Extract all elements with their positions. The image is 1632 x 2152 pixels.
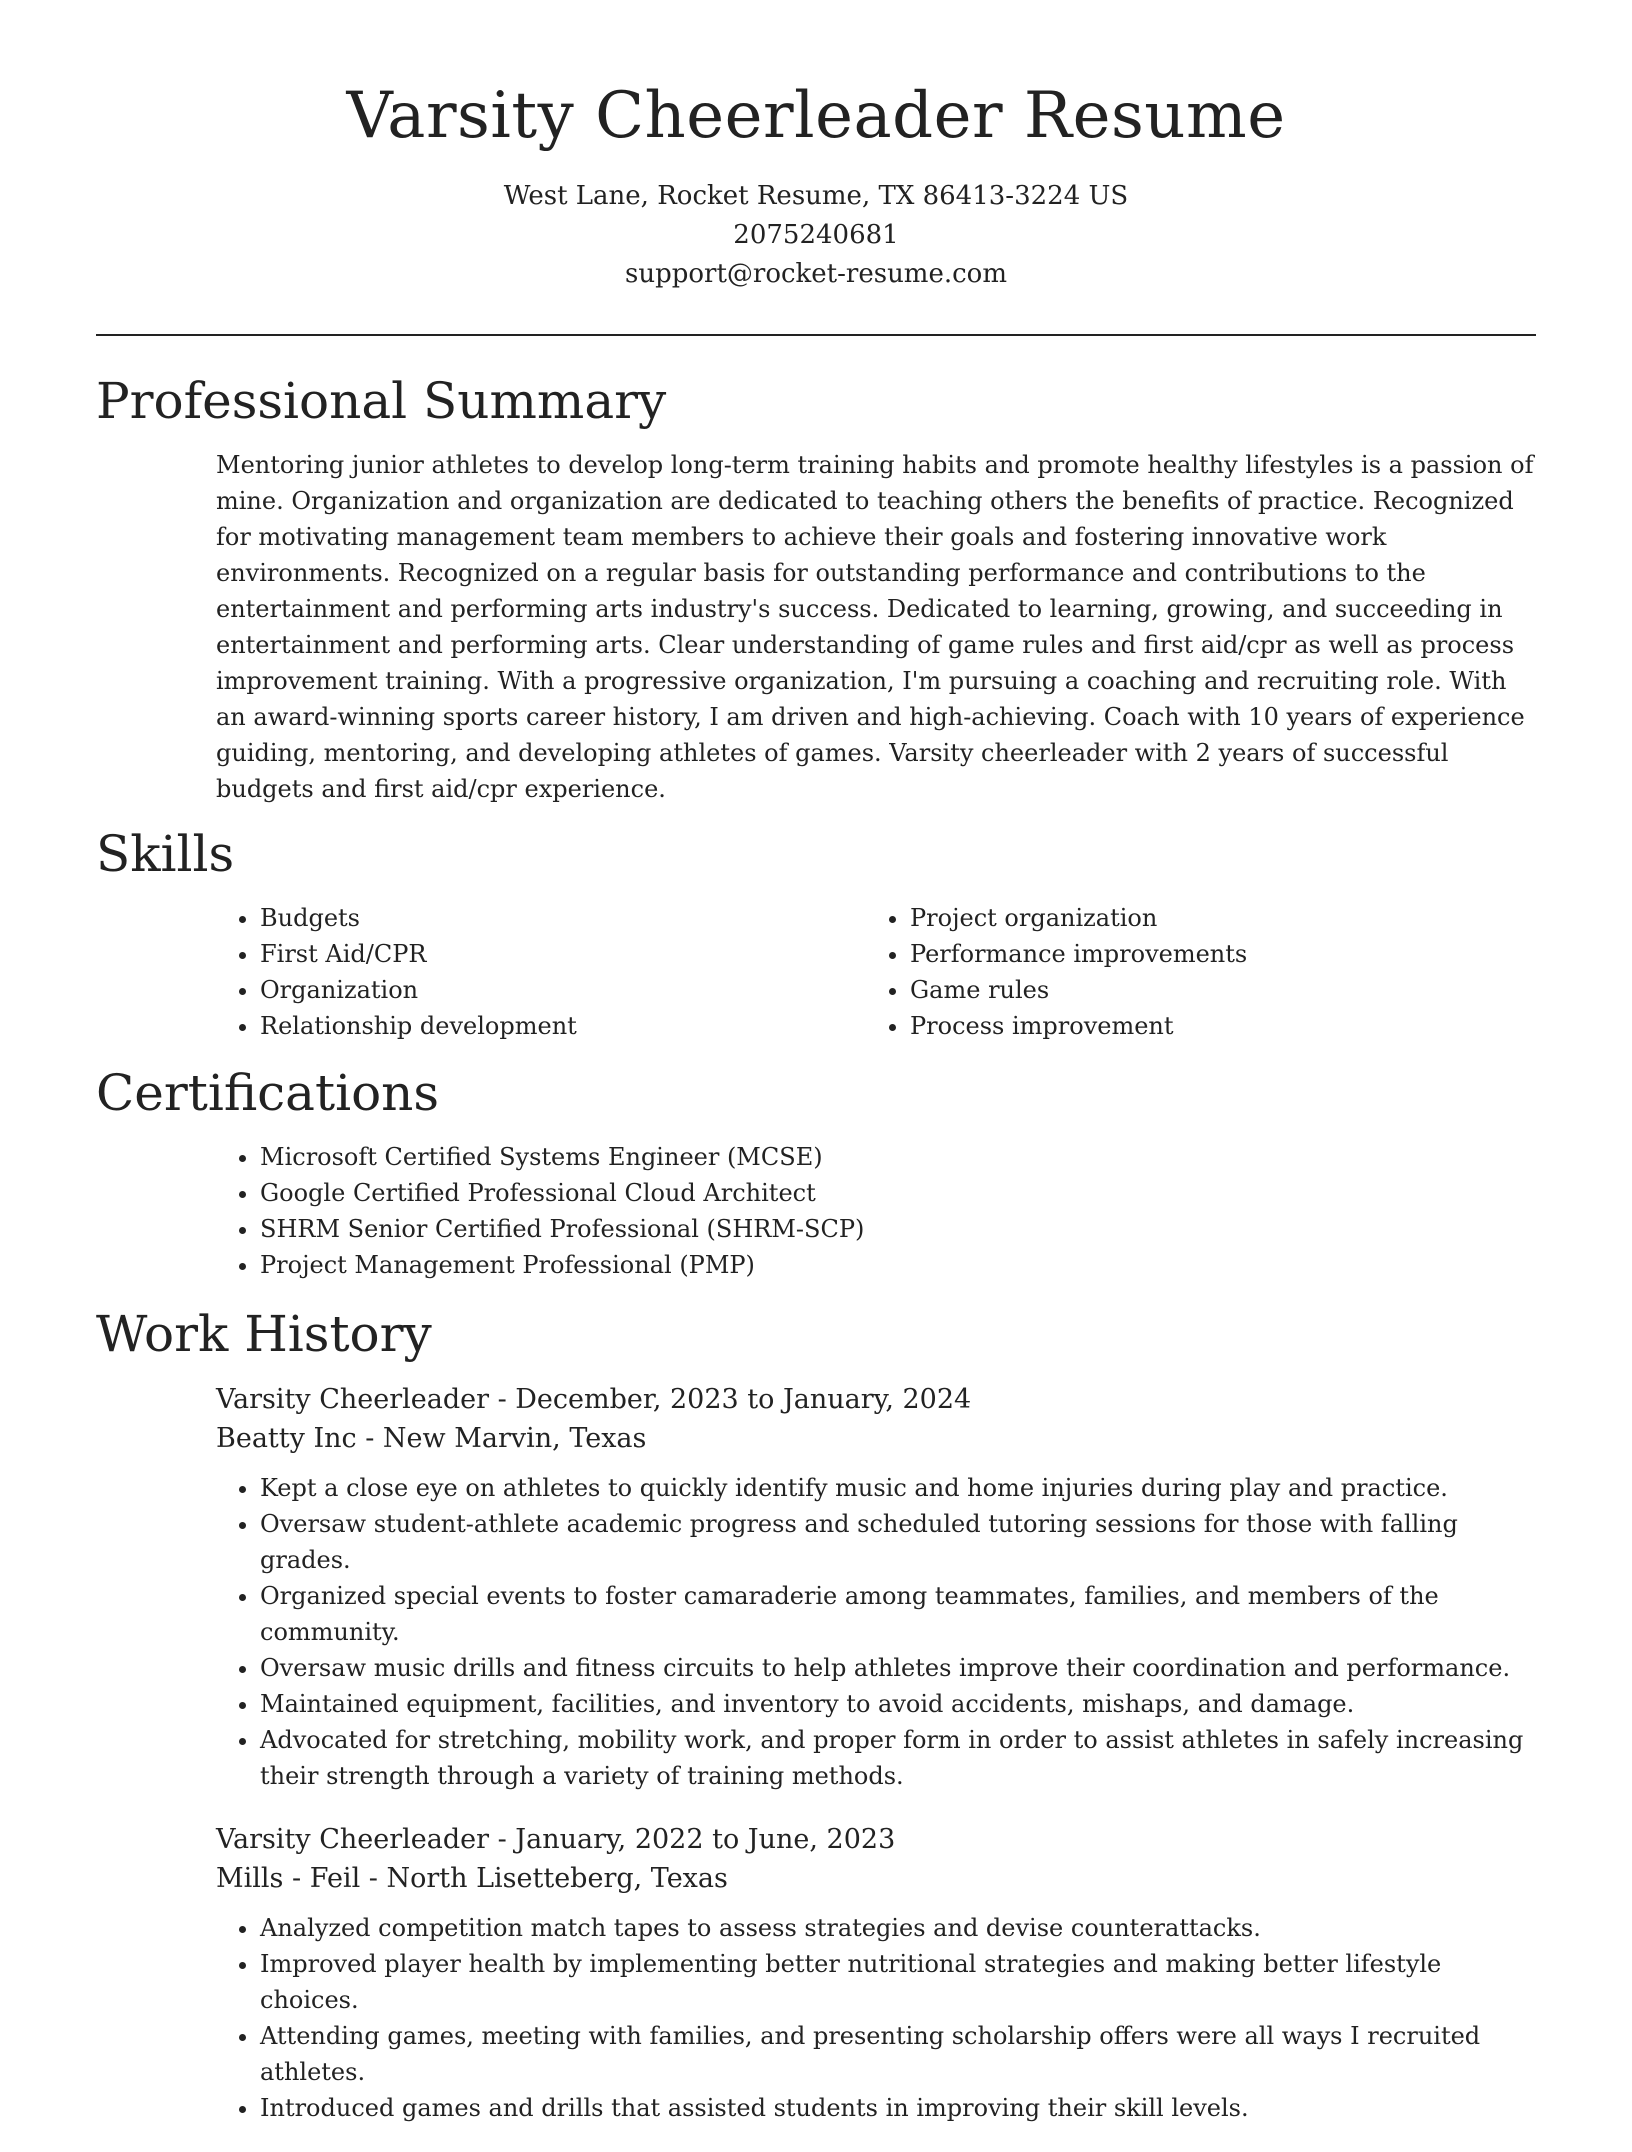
contact-phone: 2075240681 [733, 219, 899, 250]
contact-address: West Lane, Rocket Resume, TX 86413-3224 US [503, 180, 1129, 211]
resume-header [96, 78, 1536, 294]
resume-title: Varsity Cheerleader Resume [346, 79, 1286, 153]
skills-list-left [216, 900, 866, 1044]
job-dates: - December, 2023 to January, 2024 [489, 1383, 972, 1415]
certification-item: • SHRM Senior Certified Professional (SHRM-SCP) [260, 1211, 1536, 1247]
job-duty: • Oversaw music drills and fitness circuits to help athletes improve their coordination and performance. [260, 1650, 1536, 1686]
skill-item: • Game rules [910, 972, 1516, 1008]
certifications-list [216, 1139, 1536, 1283]
job-title: Varsity Cheerleader [216, 1823, 489, 1855]
job-title: Varsity Cheerleader [216, 1383, 489, 1415]
job-duty: • Introduced games and drills that assisted students in improving their skill levels. [260, 2090, 1536, 2126]
skill-item: • First Aid/CPR [260, 936, 866, 972]
skill-item: • Relationship development [260, 1008, 866, 1044]
job-duty: • Improved player health by implementing better nutritional strategies and making better lifestyle choices. [260, 1946, 1536, 2018]
job-location: - New Marvin, Texas [356, 1422, 647, 1454]
job-company-line [216, 1859, 1536, 1898]
job-duty: • Organized special events to foster camaraderie among teammates, families, and members of the community. [260, 1578, 1536, 1650]
certifications-heading: Certifications [96, 1063, 440, 1122]
resume-page [96, 78, 1536, 2152]
summary-section [96, 371, 1536, 807]
skill-item: • Process improvement [910, 1008, 1516, 1044]
job-duty: • Attending games, meeting with families, and presenting scholarship offers were all ways I recruited athletes. [260, 2018, 1536, 2090]
job-duty: • Analyzed competition match tapes to assess strategies and devise counterattacks. [260, 1910, 1536, 1946]
job-company: Beatty Inc [216, 1422, 357, 1454]
job-location: - North Lisetteberg, Texas [360, 1862, 728, 1894]
job-title-line [216, 1380, 1536, 1419]
job-duties-list [216, 1470, 1536, 1794]
job-duty: • Advocated for stretching, mobility work, and proper form in order to assist athletes in safely increasing their strength through a variety of training methods. [260, 1722, 1536, 1794]
job-duty: • Oversaw student-athlete academic progress and scheduled tutoring sessions for those with falling grades. [260, 1506, 1536, 1578]
work-history-section [96, 1304, 1536, 2126]
certifications-section [96, 1063, 1536, 1283]
job-dates: - January, 2022 to June, 2023 [489, 1823, 896, 1855]
job-duty: • Maintained equipment, facilities, and inventory to avoid accidents, mishaps, and damage. [260, 1686, 1536, 1722]
job-entry [216, 1380, 1536, 1794]
skills-list-right [866, 900, 1516, 1044]
job-title-line [216, 1820, 1536, 1859]
certification-item: • Google Certified Professional Cloud Architect [260, 1175, 1536, 1211]
contact-email: support@rocket-resume.com [624, 258, 1007, 289]
skills-section [96, 824, 1536, 1044]
summary-heading: Professional Summary [96, 371, 667, 430]
summary-text: Mentoring junior athletes to develop long-term training habits and promote healthy lifestyles is a passion of mine. Organization and organization are dedicated to teaching others the benefits of practice. Recognized for motivating management team members to achieve their goals and fostering innovative work environments. Recognized on a regular basis for outstanding performance and contributions to the entertainment and performing arts industry's success. Dedicated to learning, growing, and succeeding in entertainment and performing arts. Clear understanding of game rules and first aid/cpr as well as process improvement training. With a progressive organization, I'm pursuing a coaching and recruiting role. With an award-winning sports career history, I am driven and high-achieving. Coach with 10 years of experience guiding, mentoring, and developing athletes of games. Varsity cheerleader with 2 years of successful budgets and first aid/cpr experience. [216, 450, 1534, 803]
certification-item: • Project Management Professional (PMP) [260, 1247, 1536, 1283]
job-duty: • Kept a close eye on athletes to quickly identify music and home injuries during play and practice. [260, 1470, 1536, 1506]
skill-item: • Performance improvements [910, 936, 1516, 972]
certification-item: • Microsoft Certified Systems Engineer (MCSE) [260, 1139, 1536, 1175]
skill-item: • Project organization [910, 900, 1516, 936]
job-duties-list [216, 1910, 1536, 2126]
job-company: Mills - Feil [216, 1862, 361, 1894]
skill-item: • Organization [260, 972, 866, 1008]
skill-item: • Budgets [260, 900, 866, 936]
skills-heading: Skills [96, 824, 235, 883]
job-company-line [216, 1419, 1536, 1458]
job-entry [216, 1820, 1536, 2126]
work-history-heading: Work History [96, 1304, 432, 1363]
header-divider [96, 334, 1536, 336]
